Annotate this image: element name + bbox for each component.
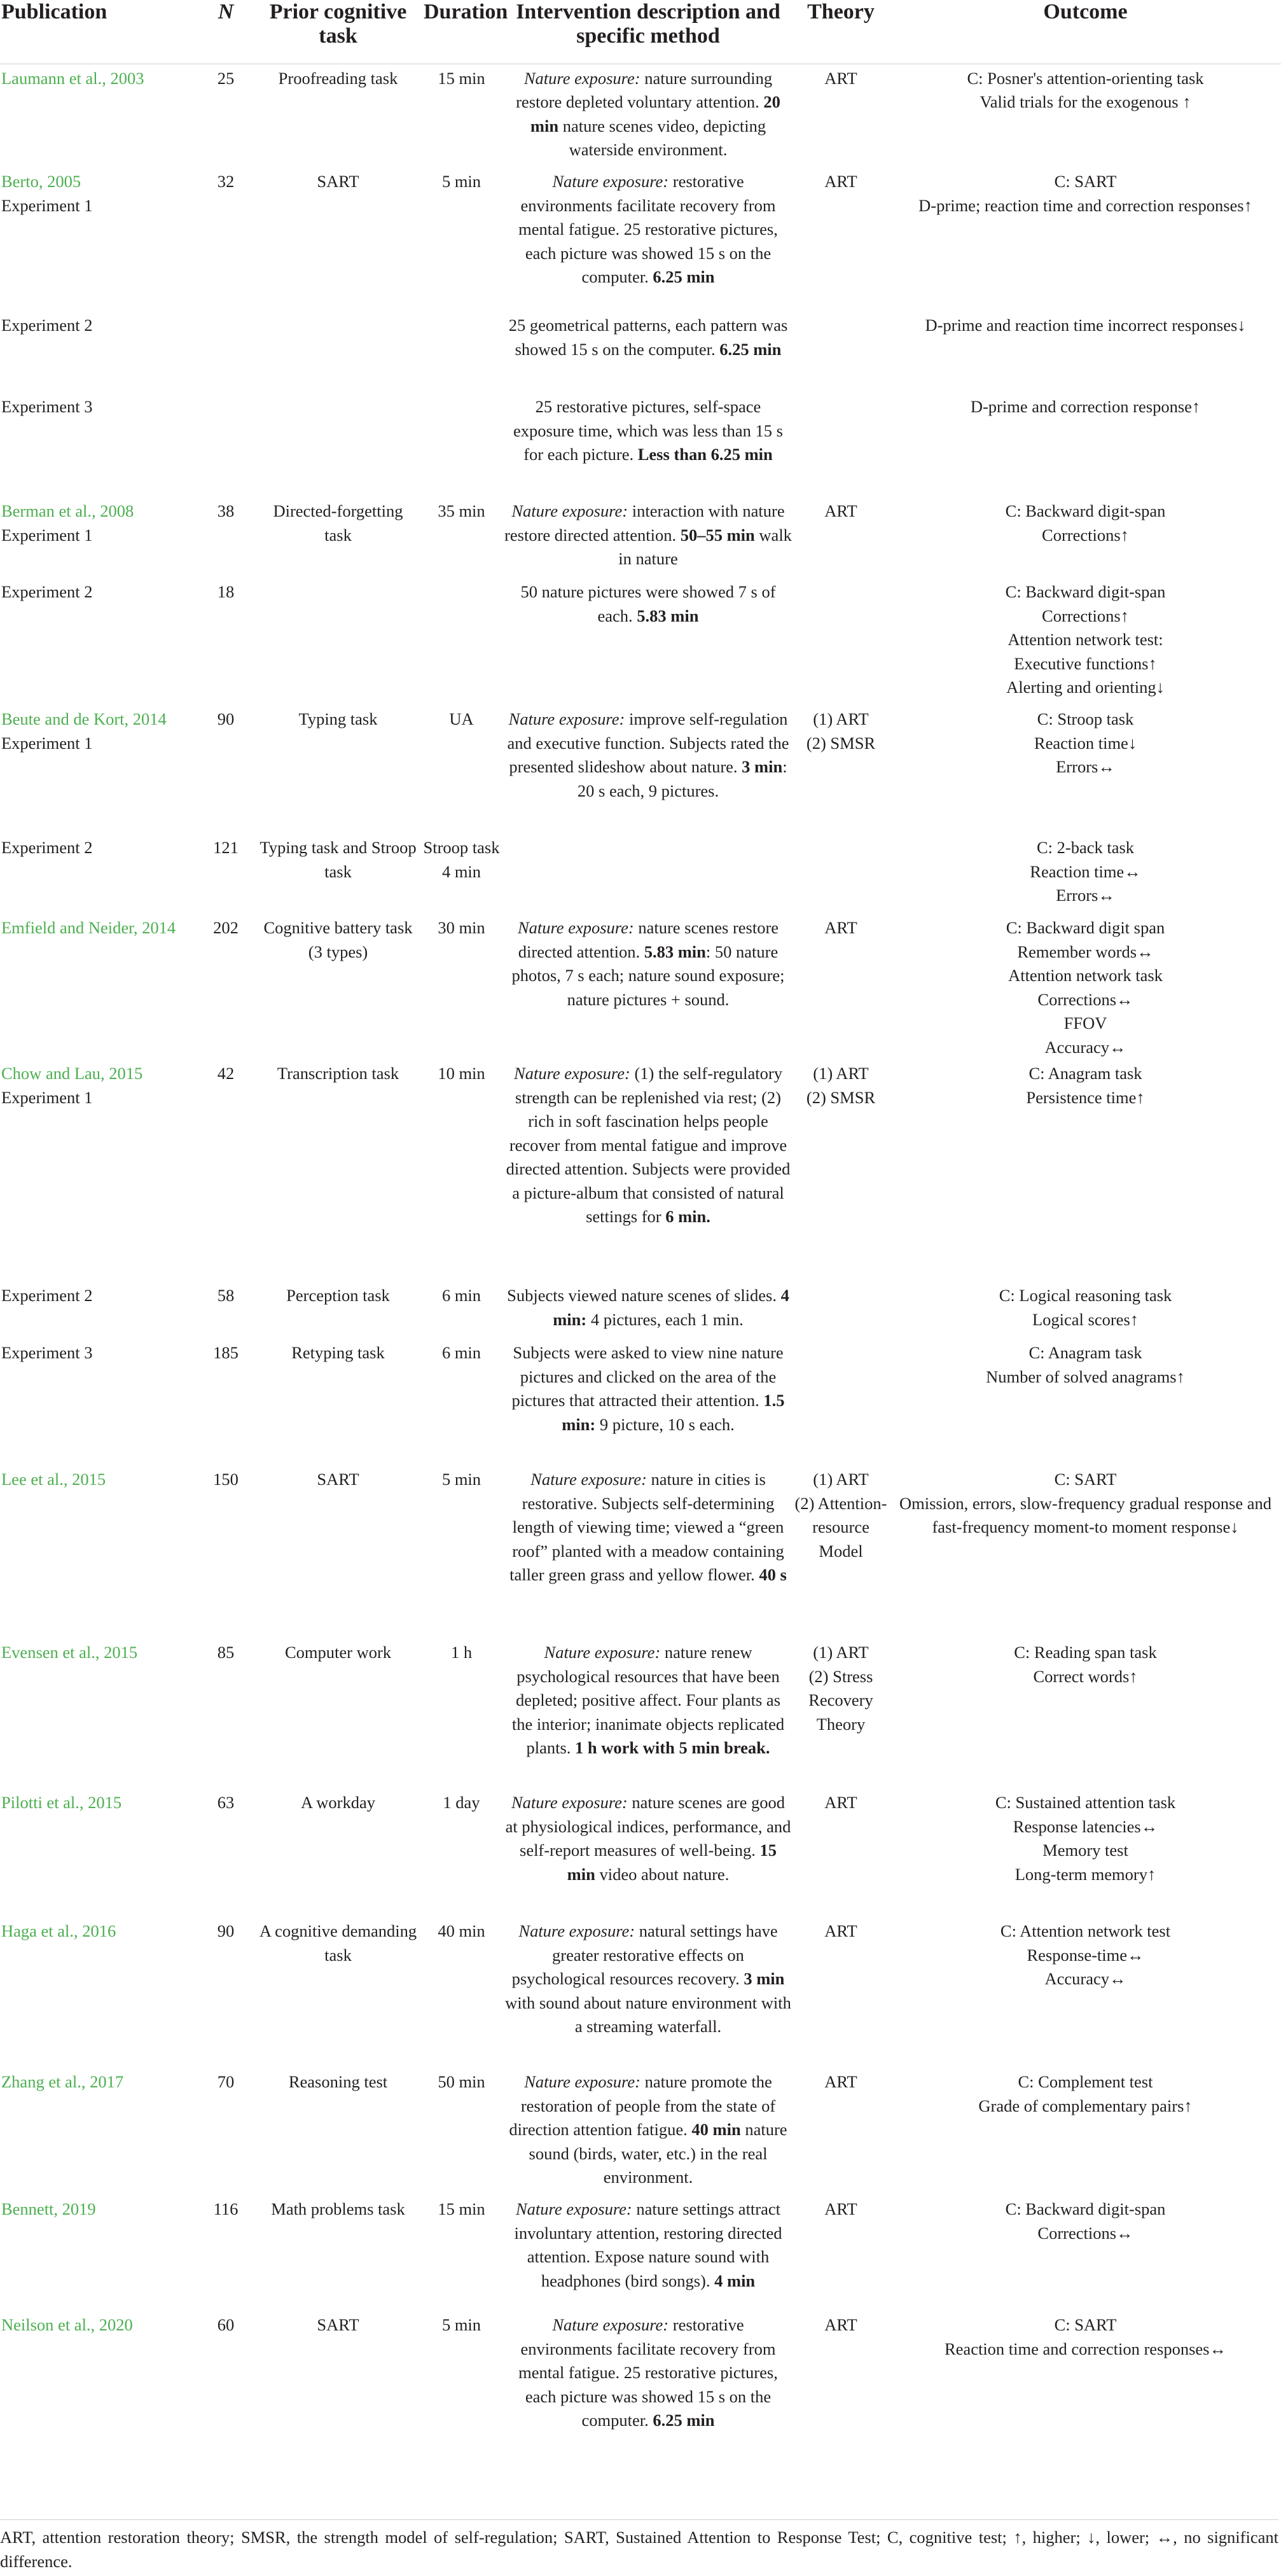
n-cell: 116 (213, 2199, 239, 2218)
publication-link[interactable]: Pilotti et al., 2015 (1, 1793, 122, 1812)
theory-cell: ART (824, 1921, 857, 1940)
intervention-cell (504, 1339, 792, 1465)
intervention-text: nature surrounding restore depleted voluntary attention. (516, 68, 773, 111)
prior-task-cell (258, 311, 419, 393)
intervention-text: restorative environments facilitate recovery from mental fatigue. 25 restorative pictures, each picture was showed 15 s on the computer. (518, 172, 778, 286)
n-cell (194, 311, 258, 393)
publication-cell (0, 393, 194, 497)
intervention-rest: nature scenes video, depicting waterside environment. (558, 116, 766, 159)
outcome-cell (890, 393, 1281, 497)
intervention-duration: 1.5 min: (562, 1391, 785, 1434)
n-cell: 38 (217, 501, 235, 520)
outcome-line: C: Anagram task (1028, 1064, 1142, 1083)
intervention-duration: 40 min (691, 2120, 741, 2139)
outcome-cell (890, 1638, 1281, 1788)
experiment-label: Experiment 2 (1, 838, 93, 857)
intervention-cell (504, 578, 792, 705)
table-row (0, 167, 1281, 311)
intervention-cell (504, 1281, 792, 1339)
header-n: N (194, 0, 258, 64)
n-cell: 42 (217, 1064, 235, 1083)
intervention-cell (504, 1465, 792, 1638)
outcome-line: Correct words↑ (1033, 1666, 1138, 1686)
n-cell: 25 (217, 68, 235, 88)
intervention-cell (504, 167, 792, 311)
outcome-line: D-prime and reaction time incorrect responses↓ (925, 316, 1246, 335)
experiment-label: Experiment 3 (1, 1343, 93, 1362)
n-cell: 18 (217, 582, 235, 601)
outcome-cell (890, 833, 1281, 914)
publication-cell (0, 578, 194, 705)
theory-cell (792, 1339, 890, 1465)
outcome-line: Response latencies↔ (1013, 1816, 1158, 1836)
intervention-rest: 9 picture, 10 s each. (595, 1414, 735, 1434)
prior-task-cell: Retyping task (291, 1343, 385, 1362)
intervention-duration: 5.83 min (637, 606, 699, 625)
outcome-line: Reaction time↓ (1034, 733, 1137, 753)
prior-task-cell: SART (317, 172, 359, 191)
outcome-line: C: Backward digit-span (1005, 2199, 1166, 2218)
duration-cell (419, 311, 504, 393)
intervention-text: nature settings attract involuntary attention, restoring directed attention. Expose nature sound with headphones (bird songs). (514, 2199, 782, 2290)
table-row (0, 2068, 1281, 2195)
intervention-cell (504, 1917, 792, 2068)
duration-cell: 15 min (438, 2199, 485, 2218)
intervention-lead: Nature exposure: (524, 2072, 640, 2091)
duration-cell: 6 min (441, 1286, 481, 1305)
intervention-text: (1) the self-regulatory strength can be replenished via rest; (2) rich in soft fascination helps people recover from mental fatigue and improve directed attention. Subjects were provided a picture-album that consisted of natural settings for (506, 1064, 791, 1226)
intervention-lead: Nature exposure: (518, 1921, 635, 1940)
publication-link[interactable]: Beute and de Kort, 2014 (1, 709, 167, 728)
intervention-duration: 5.83 min (644, 942, 706, 961)
intervention-cell (504, 2311, 792, 2451)
duration-cell: UA (449, 709, 474, 728)
intervention-cell (504, 2068, 792, 2195)
intervention-rest: : 50 nature photos, 7 s each; nature sound exposure; nature pictures + sound. (511, 942, 785, 1009)
outcome-cell (890, 1339, 1281, 1465)
outcome-line: D-prime and correction response↑ (970, 397, 1201, 416)
intervention-lead: Nature exposure: (511, 1793, 628, 1812)
experiment-label: Experiment 2 (1, 582, 93, 601)
table-row (0, 914, 1281, 1059)
intervention-text: 50 nature pictures were showed 7 s of each. (520, 582, 776, 625)
header-outcome: Outcome (890, 0, 1281, 64)
intervention-duration: 3 min (744, 1969, 785, 1988)
table-row (0, 393, 1281, 497)
publication-link[interactable]: Chow and Lau, 2015 (1, 1064, 143, 1083)
publication-link[interactable]: Evensen et al., 2015 (1, 1643, 138, 1662)
publication-link[interactable]: Lee et al., 2015 (1, 1470, 106, 1489)
publication-cell (0, 2311, 194, 2451)
outcome-line: Remember words↔ (1017, 942, 1154, 961)
duration-cell (419, 393, 504, 497)
outcome-line: Errors↔ (1056, 886, 1115, 905)
prior-task-cell: Transcription task (277, 1064, 399, 1083)
outcome-line: Errors↔ (1056, 757, 1115, 776)
n-cell: 85 (217, 1643, 235, 1662)
outcome-line: C: 2-back task (1036, 838, 1135, 857)
outcome-cell (890, 1059, 1281, 1281)
n-cell: 32 (217, 172, 235, 191)
intervention-duration: Less than 6.25 min (637, 445, 773, 464)
intervention-cell (504, 2195, 792, 2311)
publication-cell (0, 833, 194, 914)
intervention-lead: Nature exposure: (552, 172, 669, 191)
outcome-line: C: Attention network test (1000, 1921, 1171, 1940)
outcome-line: C: Posner's attention-orienting task (967, 68, 1204, 88)
outcome-line: Memory test (1042, 1841, 1128, 1860)
intervention-lead: Nature exposure: (511, 501, 628, 520)
outcome-line: C: Complement test (1018, 2072, 1153, 2091)
intervention-duration: 6.25 min (719, 339, 782, 359)
publication-cell (0, 497, 194, 578)
prior-task-cell: A cognitive demanding task (259, 1921, 417, 1965)
prior-task-cell (258, 578, 419, 705)
prior-task-cell: Cognitive battery task (3 types) (263, 918, 413, 961)
table-row (0, 1465, 1281, 1638)
experiment-label: Experiment 3 (1, 397, 93, 416)
theory-cell: (1) ART (2) SMSR (806, 1064, 876, 1107)
experiment-label: Experiment 1 (1, 1087, 93, 1107)
intervention-duration: 50–55 min (680, 525, 755, 545)
outcome-line: Alerting and orienting↓ (1006, 678, 1165, 697)
n-cell: 70 (217, 2072, 235, 2091)
duration-cell: 1 day (443, 1793, 480, 1812)
publication-link[interactable]: Berman et al., 2008 (1, 501, 134, 520)
intervention-lead: Nature exposure: (530, 1470, 647, 1489)
duration-cell: 1 h (450, 1643, 473, 1662)
intervention-text: nature scenes are good at physiological indices, performance, and self-report measures of well-being. (505, 1793, 791, 1860)
outcome-cell (890, 2311, 1281, 2451)
duration-cell: 5 min (441, 1470, 481, 1489)
theory-cell (792, 311, 890, 393)
table-row (0, 578, 1281, 705)
n-cell: 58 (217, 1286, 235, 1305)
publication-link[interactable]: Laumann et al., 2003 (1, 68, 144, 88)
theory-cell: ART (824, 2199, 857, 2218)
outcome-cell (890, 1281, 1281, 1339)
intervention-rest: with sound about nature environment with a streaming waterfall. (505, 1993, 791, 2036)
publication-cell (0, 1638, 194, 1788)
prior-task-cell: Proofreading task (278, 68, 398, 88)
prior-task-cell: SART (317, 1470, 359, 1489)
theory-cell: ART (824, 1793, 857, 1812)
theory-cell: (1) ART (2) Stress Recovery Theory (808, 1643, 873, 1734)
outcome-line: Attention network test: (1007, 630, 1163, 649)
prior-task-cell: Typing task and Stroop task (260, 838, 417, 881)
intervention-duration: 6.25 min (653, 267, 715, 286)
table-row (0, 311, 1281, 393)
outcome-cell (890, 311, 1281, 393)
intervention-cell (504, 1059, 792, 1281)
outcome-cell (890, 2068, 1281, 2195)
experiment-label: Experiment 1 (1, 525, 93, 545)
outcome-cell (890, 705, 1281, 833)
publication-cell (0, 1281, 194, 1339)
outcome-line: Persistence time↑ (1026, 1087, 1145, 1107)
outcome-line: C: Reading span task (1014, 1643, 1157, 1662)
intervention-lead: Nature exposure: (544, 1643, 661, 1662)
publication-cell (0, 64, 194, 167)
outcome-line: C: Backward digit span (1006, 918, 1165, 937)
prior-task-cell: Computer work (284, 1643, 392, 1662)
n-cell: 60 (217, 2315, 235, 2334)
intervention-duration: 1 h work with 5 min break. (575, 1738, 770, 1757)
theory-cell: ART (824, 172, 857, 191)
intervention-text: Subjects were asked to view nine nature pictures and clicked on the area of the pictures that attracted their attention. (511, 1343, 784, 1410)
table-row (0, 1339, 1281, 1465)
intervention-duration: 20 min (530, 92, 780, 136)
table-body (0, 64, 1281, 2451)
outcome-line: Reaction time↔ (1030, 861, 1141, 881)
table-row (0, 1788, 1281, 1917)
publication-cell (0, 311, 194, 393)
outcome-line: C: Anagram task (1028, 1343, 1142, 1362)
publication-link[interactable]: Emfield and Neider, 2014 (1, 918, 176, 937)
theory-cell: ART (824, 2315, 857, 2334)
header-row (0, 0, 1281, 64)
outcome-line: Logical scores↑ (1032, 1309, 1139, 1329)
duration-cell (419, 578, 504, 705)
intervention-rest: nature sound (birds, water, etc.) in the real environment. (529, 2120, 787, 2187)
intervention-rest: : 20 s each, 9 pictures. (577, 757, 787, 800)
table-footnote: ART, attention restoration theory; SMSR, the strength model of self-regulation; SART, Sustained Attention to Response Test; C, cognitive test; ↑, higher; ↓, lower; ↔, no significant difference. (0, 2519, 1278, 2573)
table-row (0, 2195, 1281, 2311)
publication-cell (0, 1788, 194, 1917)
intervention-duration: 3 min (742, 757, 783, 776)
intervention-duration: 40 s (759, 1565, 787, 1584)
outcome-line: C: SART (1054, 172, 1117, 191)
table-row (0, 705, 1281, 833)
intervention-text: 25 geometrical patterns, each pattern was showed 15 s on the computer. (508, 316, 788, 359)
table-row (0, 833, 1281, 914)
outcome-line: Valid trials for the exogenous ↑ (980, 92, 1191, 111)
theory-cell: ART (824, 918, 857, 937)
outcome-line: C: Stroop task (1037, 709, 1134, 728)
intervention-text: 25 restorative pictures, self-space exposure time, which was less than 15 s for each picture. (513, 397, 783, 464)
outcome-line: Corrections↔ (1037, 2223, 1133, 2243)
theory-cell (792, 1281, 890, 1339)
duration-cell: 40 min (438, 1921, 485, 1940)
outcome-line: C: SART (1054, 1470, 1117, 1489)
publication-cell (0, 1339, 194, 1465)
n-cell (194, 393, 258, 497)
publication-link[interactable]: Zhang et al., 2017 (1, 2072, 124, 2091)
table-row (0, 1917, 1281, 2068)
n-cell: 121 (213, 838, 239, 857)
outcome-cell (890, 64, 1281, 167)
duration-cell: 5 min (441, 2315, 481, 2334)
n-cell: 202 (213, 918, 239, 937)
outcome-cell (890, 497, 1281, 578)
intervention-duration: 4 min: (553, 1286, 789, 1329)
outcome-line: Accuracy↔ (1044, 1037, 1126, 1057)
intervention-cell (504, 393, 792, 497)
intervention-lead: Nature exposure: (552, 2315, 669, 2334)
intervention-cell (504, 1638, 792, 1788)
intervention-rest: video about nature. (595, 1864, 730, 1884)
header-intervention: Intervention description and specific method (504, 0, 792, 64)
theory-cell: ART (824, 501, 857, 520)
n-cell: 90 (217, 709, 235, 728)
intervention-cell (504, 64, 792, 167)
publication-cell (0, 914, 194, 1059)
intervention-lead: Nature exposure: (517, 918, 634, 937)
duration-cell: 15 min (438, 68, 485, 88)
outcome-line: C: SART (1054, 2315, 1117, 2334)
intervention-lead: Nature exposure: (508, 709, 625, 728)
publication-cell (0, 1059, 194, 1281)
outcome-line: Corrections↑ (1042, 606, 1129, 625)
experiment-label: Experiment 1 (1, 733, 93, 753)
intervention-text: nature promote the restoration of people from the state of direction attention fatigue. (509, 2072, 776, 2139)
header-theory: Theory (792, 0, 890, 64)
theory-cell: (1) ART (2) SMSR (806, 709, 876, 753)
table-row (0, 1638, 1281, 1788)
intervention-lead: Nature exposure: (515, 2199, 632, 2218)
n-cell: 150 (213, 1470, 239, 1489)
publication-cell (0, 1917, 194, 2068)
prior-task-cell: Typing task (298, 709, 378, 728)
intervention-cell (504, 705, 792, 833)
theory-cell: ART (824, 2072, 857, 2091)
publication-cell (0, 705, 194, 833)
intervention-text: nature in cities is restorative. Subjects self-determining length of viewing time; viewed a “green roof” planted with a meadow containing taller green grass and yellow flower. (509, 1470, 784, 1584)
publication-link[interactable]: Berto, 2005 (1, 172, 81, 191)
duration-cell: 5 min (441, 172, 481, 191)
outcome-line: C: Logical reasoning task (999, 1286, 1172, 1305)
n-cell: 90 (217, 1921, 235, 1940)
n-cell: 185 (213, 1343, 239, 1362)
intervention-cell (504, 311, 792, 393)
theory-cell: (1) ART (2) Attention-resource Model (794, 1470, 887, 1561)
outcome-line: C: Backward digit-span (1005, 582, 1166, 601)
intervention-cell (504, 914, 792, 1059)
outcome-cell (890, 1788, 1281, 1917)
outcome-line: Corrections↑ (1042, 525, 1129, 545)
publication-cell (0, 2068, 194, 2195)
intervention-text: nature renew psychological resources that have been depleted; positive affect. Four plants as the interior; inanimate objects replicated plants. (511, 1643, 785, 1757)
intervention-text: improve self-regulation and executive function. Subjects rated the presented slideshow about nature. (507, 709, 789, 776)
outcome-line: C: Backward digit-span (1005, 501, 1166, 520)
intervention-duration: 6 min. (665, 1207, 710, 1226)
outcome-line: FFOV (1063, 1013, 1107, 1033)
prior-task-cell: SART (317, 2315, 359, 2334)
outcome-cell (890, 914, 1281, 1059)
outcome-cell (890, 2195, 1281, 2311)
theory-cell (792, 578, 890, 705)
outcome-line: Long-term memory↑ (1014, 1864, 1156, 1884)
prior-task-cell: A workday (300, 1793, 376, 1812)
intervention-text: natural settings have greater restorative effects on psychological resources recovery. (511, 1921, 778, 1988)
publication-cell (0, 2195, 194, 2311)
theory-cell (792, 833, 890, 914)
outcome-line: Accuracy↔ (1044, 1969, 1126, 1988)
outcome-line: D-prime; reaction time and correction responses↑ (918, 195, 1252, 215)
experiment-label: Experiment 2 (1, 316, 93, 335)
intervention-duration: 6.25 min (653, 2411, 715, 2430)
intervention-cell (504, 1788, 792, 1917)
table-row (0, 1059, 1281, 1281)
prior-task-cell (258, 393, 419, 497)
duration-cell: 35 min (438, 501, 485, 520)
outcome-line: Attention network task (1008, 966, 1163, 985)
theory-cell (792, 393, 890, 497)
experiment-label: Experiment 2 (1, 1286, 93, 1305)
intervention-lead: Nature exposure: (514, 1064, 630, 1083)
outcome-line: Number of solved anagrams↑ (986, 1367, 1185, 1386)
outcome-line: Grade of complementary pairs↑ (978, 2096, 1193, 2115)
outcome-cell (890, 1917, 1281, 2068)
outcome-line: Omission, errors, slow-frequency gradual response and fast-frequency moment-to moment response↓ (899, 1493, 1272, 1536)
table-row (0, 497, 1281, 578)
publication-link[interactable]: Neilson et al., 2020 (1, 2315, 133, 2334)
outcome-line: Response-time↔ (1027, 1945, 1144, 1965)
intervention-duration: 15 min (567, 1841, 777, 1884)
outcome-line: Corrections↔ (1037, 989, 1133, 1009)
prior-task-cell: Math problems task (271, 2199, 405, 2218)
table-row (0, 1281, 1281, 1339)
intervention-text: Subjects viewed nature scenes of slides. (507, 1286, 777, 1305)
outcome-cell (890, 1465, 1281, 1638)
intervention-text: nature scenes restore directed attention. (518, 918, 779, 961)
prior-task-cell: Perception task (286, 1286, 390, 1305)
intervention-cell (504, 497, 792, 578)
n-cell: 63 (217, 1793, 235, 1812)
experiment-label: Experiment 1 (1, 195, 93, 215)
intervention-lead: Nature exposure: (523, 68, 640, 88)
intervention-text: restorative environments facilitate recovery from mental fatigue. 25 restorative pictures, each picture was showed 15 s on the computer. (518, 2315, 778, 2430)
prior-task-cell: Reasoning test (288, 2072, 388, 2091)
header-prior-task: Prior cognitive task (258, 0, 419, 64)
prior-task-cell: Directed-forgetting task (273, 501, 403, 545)
table-row (0, 64, 1281, 167)
intervention-rest: walk in nature (618, 525, 792, 568)
outcome-line: C: Sustained attention task (995, 1793, 1176, 1812)
outcome-line: Executive functions↑ (1014, 653, 1157, 673)
outcome-cell (890, 167, 1281, 311)
header-publication: Publication (0, 0, 194, 64)
outcome-cell (890, 578, 1281, 705)
duration-cell: 30 min (438, 918, 485, 937)
header-duration: Duration (419, 0, 504, 64)
intervention-duration: 4 min (714, 2271, 756, 2290)
table-row (0, 2311, 1281, 2451)
publication-cell (0, 167, 194, 311)
theory-cell: ART (824, 68, 857, 88)
outcome-line: Reaction time and correction responses↔ (945, 2339, 1226, 2358)
intervention-rest: 4 pictures, each 1 min. (586, 1309, 744, 1329)
duration-cell: Stroop task 4 min (423, 838, 500, 881)
duration-cell: 6 min (441, 1343, 481, 1362)
publication-cell (0, 1465, 194, 1638)
duration-cell: 50 min (438, 2072, 485, 2091)
intervention-text: interaction with nature restore directed attention. (504, 501, 785, 545)
publication-link[interactable]: Bennett, 2019 (1, 2199, 96, 2218)
intervention-cell (504, 833, 792, 914)
publication-link[interactable]: Haga et al., 2016 (1, 1921, 116, 1940)
duration-cell: 10 min (438, 1064, 485, 1083)
